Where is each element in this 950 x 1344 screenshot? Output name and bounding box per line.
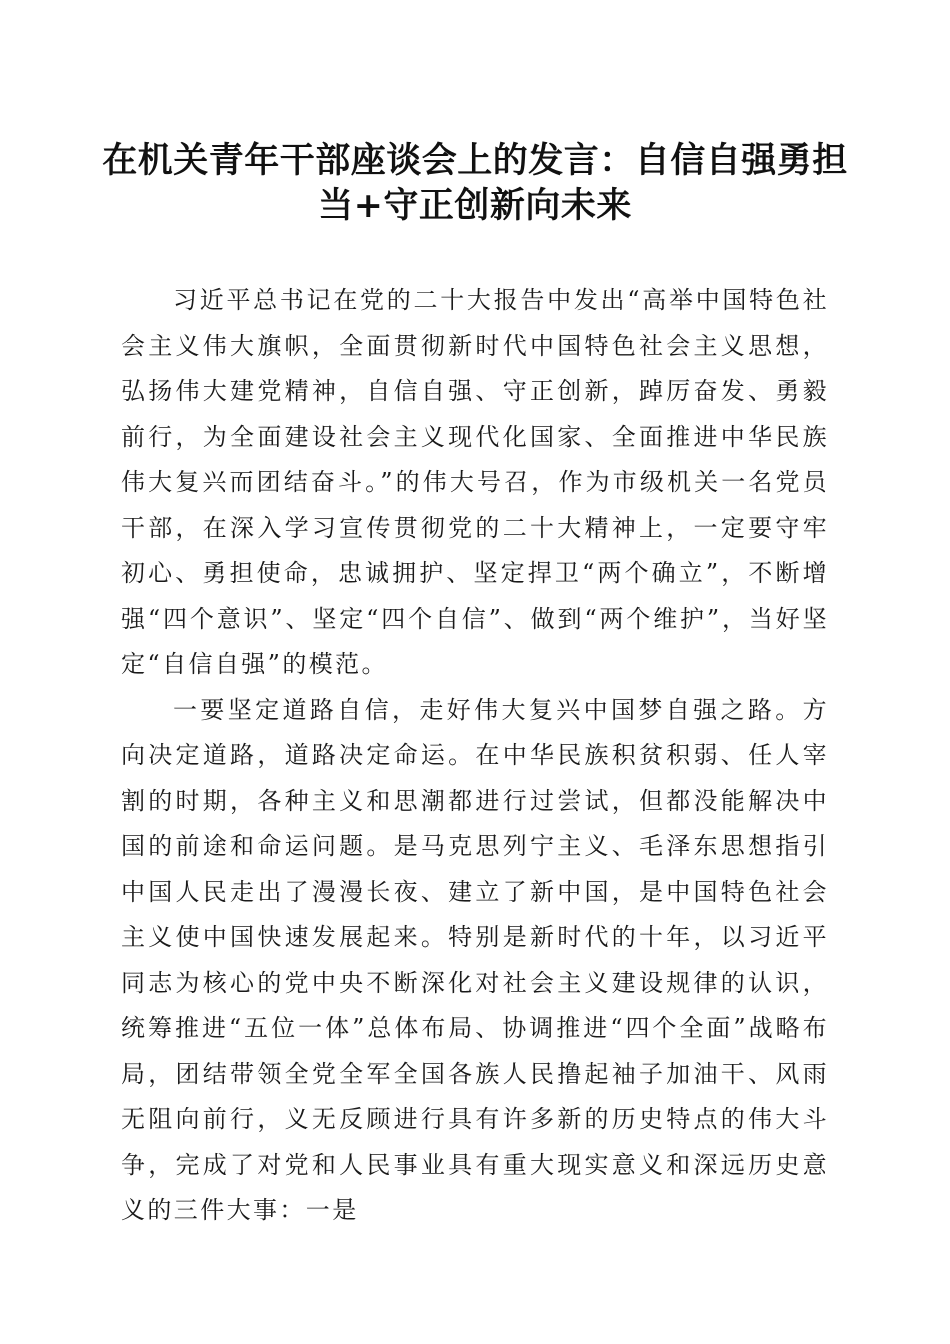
document-body <box>121 278 829 1234</box>
paragraph-road-confidence: 一要坚定道路自信，走好伟大复兴中国梦自强之路。方向决定道路，道路决定命运。在中华民族积贫积弱、任人宰割的时期，各种主义和思潮都进行过尝试，但都没能解决中国的前途和命运问题。是马克思列宁主义、毛泽东思想指引中国人民走出了漫漫长夜、建立了新中国，是中国特色社会主义使中国快速发展起来。特别是新时代的十年，以习近平同志为核心的党中央不断深化对社会主义建设规律的认识，统筹推进“五位一体”总体布局、协调推进“四个全面”战略布局，团结带领全党全军全国各族人民撸起袖子加油干、风雨无阻向前行，义无反顾进行具有许多新的历史特点的伟大斗争，完成了对党和人民事业具有重大现实意义和深远历史意义的三件大事：一是 <box>121 695 829 1224</box>
paragraph-intro: 习近平总书记在党的二十大报告中发出“高举中国特色社会主义伟大旗帜，全面贯彻新时代中国特色社会主义思想，弘扬伟大建党精神，自信自强、守正创新，踔厉奋发、勇毅前行，为全面建设社会主义现代化国家、全面推进中华民族伟大复兴而团结奋斗。”的伟大号召，作为市级机关一名党员干部，在深入学习宣传贯彻党的二十大精神上，一定要守牢初心、勇担使命，忠诚拥护、坚定捍卫“两个确立”，不断增强“四个意识”、坚定“四个自信”、做到“两个维护”，当好坚定“自信自强”的模范。 <box>121 286 829 678</box>
document-title: 在机关青年干部座谈会上的发言：自信自强勇担当+守正创新向未来 <box>102 140 848 226</box>
